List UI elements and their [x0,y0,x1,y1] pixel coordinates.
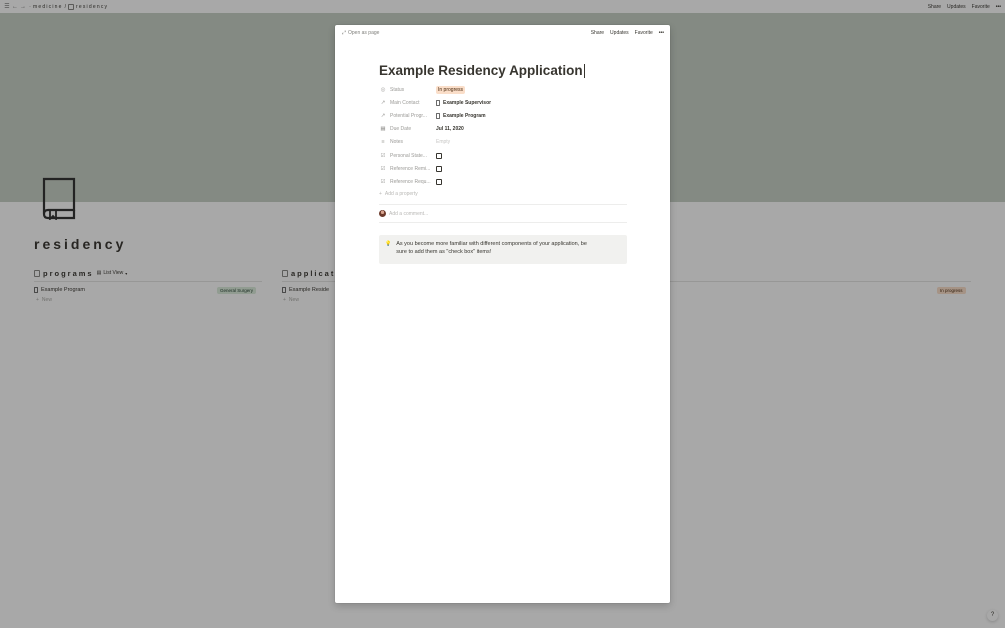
calendar-icon: ▦ [380,126,386,132]
page-icon [436,100,440,106]
property-main-contact[interactable] [379,98,627,108]
new-label: New [41,297,52,303]
status-icon: ◎ [380,87,386,93]
list-item-title: Example Reside [289,287,330,293]
expand-icon: ⤢ [342,30,347,36]
breadcrumb-separator: / [64,3,67,10]
page-emoji-icon: · [29,3,31,10]
callout-text [396,240,587,259]
comment-placeholder: Add a comment... [389,210,429,217]
modal-favorite-button[interactable]: Favorite [634,30,653,36]
lightbulb-icon: 💡 [385,241,392,247]
relation-value: Example Supervisor [443,100,492,106]
modal-header [335,25,670,41]
menu-icon[interactable]: ☰ [4,3,10,10]
checkbox-property-icon: ☑ [380,179,386,185]
property-name: Personal State... [390,153,427,159]
checkbox-property-icon: ☑ [380,166,386,172]
property-reference-reminder[interactable] [379,164,627,174]
property-name: Reference Remi... [390,166,431,172]
status-tag: In progress [438,87,464,93]
plus-icon: + [283,297,286,303]
share-button[interactable]: Share [927,3,942,10]
open-as-page-label: Open as page [348,30,380,36]
more-icon[interactable]: ••• [995,3,1001,10]
programs-db-title[interactable]: programs [43,268,94,278]
breadcrumb-medicine[interactable]: medicine [33,3,63,10]
property-name: Notes [390,139,404,145]
property-name: Main Contact [390,100,420,106]
checkbox[interactable] [436,179,442,185]
property-value[interactable] [436,153,442,159]
property-value[interactable] [436,113,486,119]
page-icon [436,113,440,119]
add-property-label: Add a property [384,191,418,197]
relation-arrow-icon: ↗ [380,100,386,106]
divider [379,222,627,223]
modal-share-button[interactable]: Share [590,30,605,36]
property-potential-program[interactable] [379,111,627,121]
property-status[interactable] [379,85,627,95]
modal-actions [591,30,664,36]
chevron-down-icon: ▾ [125,270,128,276]
text-lines-icon: ≡ [381,139,385,145]
property-name: Potential Progr... [390,113,427,119]
favorite-button[interactable]: Favorite [971,3,990,10]
checkbox[interactable] [436,153,442,159]
add-property-button[interactable] [379,191,418,197]
property-value[interactable] [436,166,442,172]
forward-arrow-icon[interactable]: → [20,3,26,10]
property-name: Status [390,87,405,93]
property-due-date[interactable] [379,124,627,134]
help-button[interactable]: ? [987,610,998,621]
property-name: Due Date [390,126,412,132]
plus-icon: + [379,191,382,197]
property-personal-statement[interactable] [379,151,627,161]
doc-title-input[interactable] [379,63,585,78]
open-as-page-button[interactable] [342,30,379,36]
checkbox[interactable] [436,166,442,172]
page-title: residency [34,236,127,252]
text-caret [584,64,585,78]
more-icon[interactable]: ••• [658,30,664,36]
list-item-title: Example Program [41,287,86,293]
property-reference-request[interactable] [379,177,627,187]
avatar [379,210,386,217]
list-icon: ▤ [96,270,102,276]
new-label: New [288,297,299,303]
checkbox-property-icon: ☑ [380,153,386,159]
page-peek-modal [335,25,670,603]
property-value[interactable]: Jul 11, 2020 [436,126,464,132]
comment-input[interactable] [379,210,428,217]
program-tag: General Surgery [217,287,256,294]
callout-block[interactable] [379,235,627,264]
doc-title-text: Example Residency Application [379,63,583,78]
divider [379,204,627,205]
modal-updates-button[interactable]: Updates [610,30,629,36]
property-name: Reference Requ... [390,179,431,185]
property-value[interactable] [436,86,465,94]
applications-db-title[interactable]: applicat [291,268,336,278]
relation-value: Example Program [443,113,486,119]
back-arrow-icon[interactable]: ← [12,3,18,10]
list-view-label: List View [103,270,124,276]
status-tag: In progress [937,287,966,294]
property-value[interactable]: Empty [436,139,451,145]
plus-icon: + [36,297,39,303]
relation-arrow-icon: ↗ [380,113,386,119]
callout-line: sure to add them as "check box" items! [396,249,492,255]
property-value[interactable] [436,179,442,185]
callout-line: As you become more familiar with different components of your application, be [396,241,587,247]
property-notes[interactable] [379,137,627,147]
updates-button[interactable]: Updates [947,3,966,10]
property-value[interactable] [436,100,491,106]
breadcrumb-residency[interactable]: residency [76,3,109,10]
